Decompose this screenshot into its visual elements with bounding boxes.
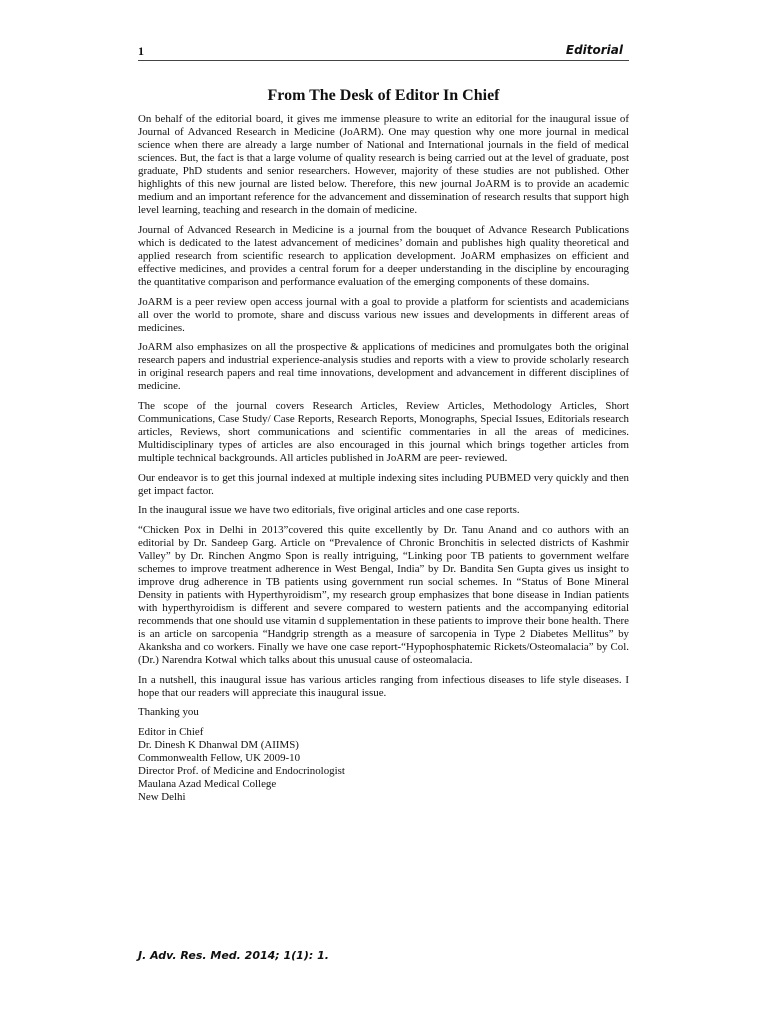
paragraph: On behalf of the editorial board, it gives me immense pleasure to write an editorial for the inaugural issue of Journal of Advanced Research in Medicine (JoARM). One may question why one more journal in medical science when there are already a large number of National and International journals in the field of medical sciences. But, the fact is that a large volume of quality research is being carried out at the level of graduate, post graduate, PhD students and senior researchers. However, majority of these studies are not published. Other highlights of this new journal are listed below. Therefore, this new journal JoARM is to provide an academic medium and an important reference for the advancement and dissemination of research results that support high level learning, teaching and research in the domain of medicine. (138, 113, 629, 217)
page-number: 1 (138, 44, 144, 58)
paragraph: In the inaugural issue we have two editorials, five original articles and one case reports. (138, 504, 520, 517)
paragraph: Our endeavor is to get this journal indexed at multiple indexing sites including PUBMED very quickly and then get impact factor. (138, 471, 629, 497)
paragraph: JoARM is a peer review open access journal with a goal to provide a platform for scientists and academicians all over the world to promote, share and discuss various new issues and developments in different areas of medicines. (138, 295, 629, 334)
signature-line: Editor in Chief (138, 725, 204, 738)
paragraph: JoARM also emphasizes on all the prospective & applications of medicines and promulgates both the original research papers and industrial experience-analysis studies and reports with a view to provide scholarly research in original research papers and real time innovations, development and advancement in different disciplines of medicine. (138, 341, 629, 393)
signature-line: Dr. Dinesh K Dhanwal DM (AIIMS) (138, 739, 299, 752)
citation-footer: J. Adv. Res. Med. 2014; 1(1): 1. (138, 949, 329, 962)
signature-block (138, 726, 629, 804)
page-title: From The Desk of Editor In Chief (267, 87, 500, 104)
header-divider (138, 60, 629, 61)
paragraph: Journal of Advanced Research in Medicine is a journal from the bouquet of Advance Research Publications which is dedicated to the latest advancement of medicines’ domain and publishes high quality theoretical and applied research from scientific research to application development. JoARM emphasizes on efficient and effective medicines, and provides a central forum for a deeper understanding in the discipline by encouraging the quantitative comparison and performance evaluation of the emerging components of these domains. (138, 223, 629, 289)
signature-line: Maulana Azad Medical College (138, 778, 277, 791)
editorial-body (138, 113, 629, 804)
closing-line: Thanking you (138, 706, 199, 719)
paragraph: The scope of the journal covers Research Articles, Review Articles, Methodology Articles, Short Communications, Case Study/ Case Reports, Research Reports, Monographs, Special Issues, Editorials research articles, Reviews, short communications and scientific commentaries in all the areas of medicines. Multidisciplinary types of articles are also encouraged in this journal which brings together articles from multiple technical backgrounds. All articles published in JoARM are peer- reviewed. (138, 399, 629, 465)
signature-line: Director Prof. of Medicine and Endocrinologist (138, 765, 345, 778)
paragraph: “Chicken Pox in Delhi in 2013”covered this quite excellently by Dr. Tanu Anand and co authors with an editorial by Dr. Sandeep Garg. Article on “Prevalence of Chronic Bronchitis in selected districts of Kashmir Valley” by Dr. Rinchen Angmo Spon is really intriguing, “Linking poor TB patients to government welfare schemes to improve treatment adherence in West Bengal, India” by Dr. Bandita Sen Gupta gives us insight to improve drug adherence in TB patients using government run social schemes. In “Status of Bone Mineral Density in patients with Hyperthyroidism”, my research group emphasizes that bone disease in Indian patients with hyperthyroidism is different and severe compared to western patients and the accompanying editorial recommends that one should use vitamin d supplementation in these patients to improve their bone health. There is an article on sarcopenia “Handgrip strength as a measure of sarcopenia in Type 2 Diabetes Mellitus” by Akanksha and co workers. Finally we have one case report-“Hypophosphatemic Rickets/Osteomalacia” by Col. (Dr.) Narendra Kotwal which talks about this unusual cause of osteomalacia. (138, 523, 629, 667)
signature-line: New Delhi (138, 791, 186, 804)
paragraph: In a nutshell, this inaugural issue has various articles ranging from infectious diseases to life style diseases. I hope that our readers will appreciate this inaugural issue. (138, 673, 629, 699)
signature-line: Commonwealth Fellow, UK 2009-10 (138, 752, 301, 765)
section-label: Editorial (565, 43, 623, 57)
